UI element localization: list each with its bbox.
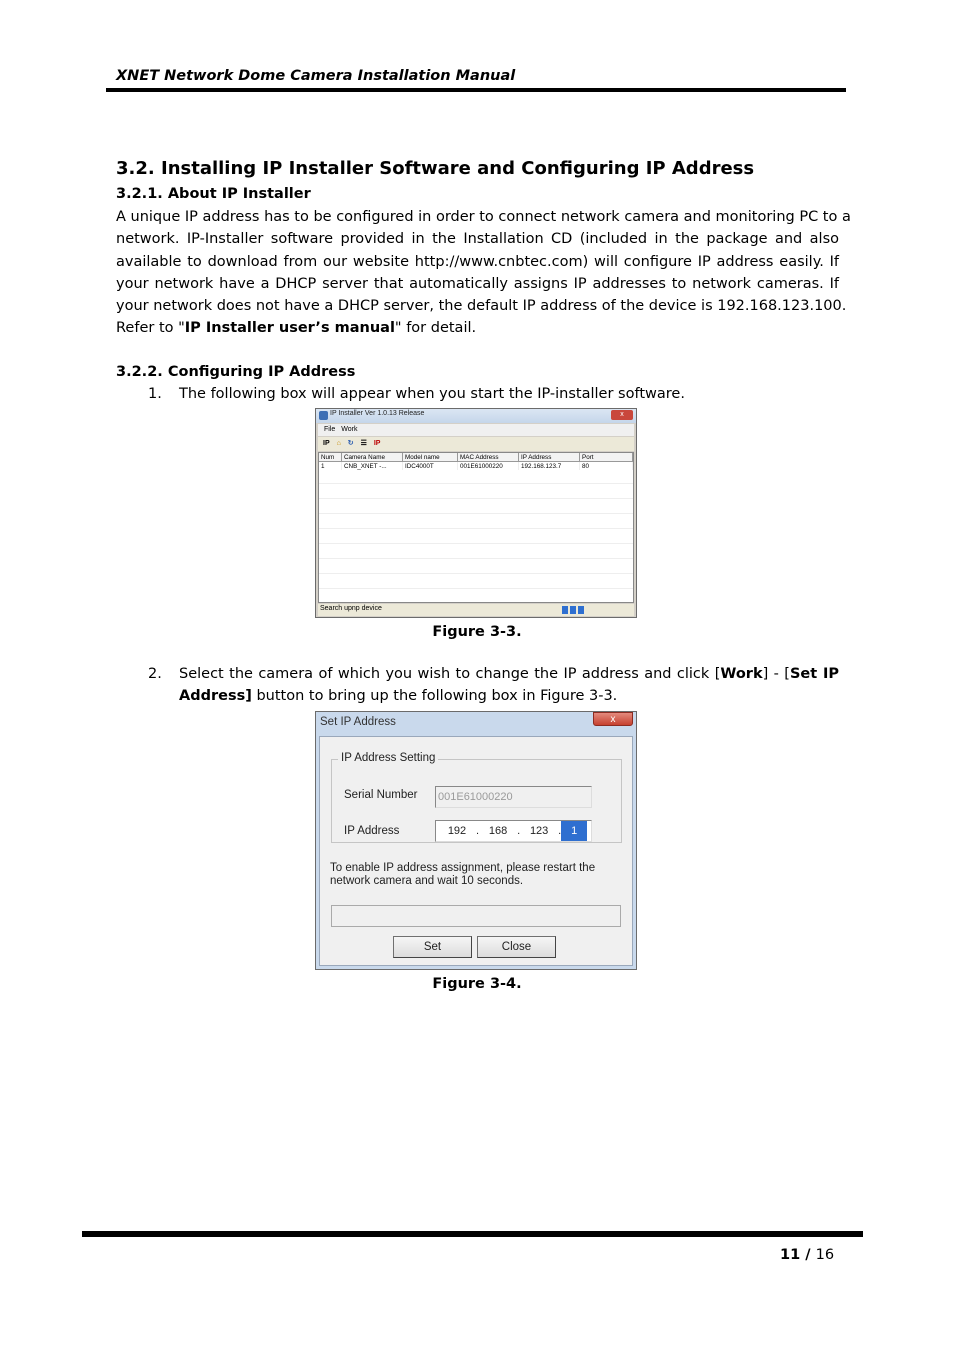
title-bar — [316, 409, 636, 423]
step-2-line-1 — [179, 666, 839, 682]
grid-line — [319, 528, 633, 529]
column-header[interactable]: Port — [580, 453, 633, 462]
serial-number-field: 001E61000220 — [435, 786, 592, 808]
paragraph-line: available to download from our website http://www.cnbtec.com) will configure IP address easily. If — [116, 253, 839, 270]
status-field — [331, 905, 621, 927]
home-icon[interactable]: ⌂ — [336, 440, 341, 447]
step-2-text: Select the camera of which you wish to change the IP address and click [ — [179, 666, 721, 682]
app-icon — [319, 411, 328, 420]
ip-address-label: IP Address — [344, 825, 400, 837]
column-header[interactable]: Camera Name — [342, 453, 403, 462]
camera-list[interactable] — [318, 452, 634, 603]
dialog-title: Set IP Address — [320, 716, 396, 728]
paragraph-line: network. IP-Installer software provided in the Installation CD (included in the package and also — [116, 231, 839, 248]
refer-pre: Refer to " — [116, 320, 185, 337]
cell-ip: 192.168.123.7 — [519, 462, 580, 471]
manual-reference: IP Installer user’s manual — [184, 320, 395, 337]
group-label: IP Address Setting — [338, 752, 438, 764]
set-ip-ref: Address] — [179, 688, 252, 704]
menu-work[interactable]: Work — [341, 426, 358, 433]
ip-dot: . — [476, 825, 480, 837]
restart-note: To enable IP address assignment, please restart the network camera and wait 10 seconds. — [330, 862, 596, 887]
refer-post: " for detail. — [394, 320, 477, 337]
title-bar — [316, 712, 636, 734]
page-number — [780, 1247, 834, 1263]
ip-address-field[interactable] — [435, 820, 592, 842]
ip-dot: . — [558, 825, 562, 837]
close-button[interactable]: x — [593, 712, 633, 726]
ip-octet[interactable]: 192 — [447, 825, 467, 837]
progress-indicator — [562, 606, 584, 614]
column-header[interactable]: MAC Address — [458, 453, 519, 462]
close-button[interactable]: x — [611, 410, 633, 420]
paragraph-line: your network have a DHCP server that automatically assigns IP addresses to network cameras. If — [116, 275, 839, 292]
ip-dot: . — [517, 825, 521, 837]
set-ip-ref: Set IP — [789, 666, 840, 682]
status-text: Search upnp device — [320, 605, 382, 612]
paragraph-line: A unique IP address has to be configured in order to connect network camera and monitoring PC to a — [116, 209, 851, 225]
grid-line — [319, 513, 633, 514]
grid-line — [319, 483, 633, 484]
column-header[interactable]: Model name — [403, 453, 458, 462]
step-1-text: The following box will appear when you start the IP-installer software. — [179, 386, 685, 402]
grid-line — [319, 543, 633, 544]
cell-mac: 001E61000220 — [458, 462, 519, 471]
set-button[interactable]: Set — [393, 936, 472, 958]
work-menu-ref: Work — [720, 666, 763, 682]
ip-octet[interactable]: 168 — [488, 825, 508, 837]
grid-line — [319, 573, 633, 574]
toolbar — [318, 437, 634, 451]
step-1-number: 1. — [148, 386, 162, 402]
camera-table — [319, 453, 633, 470]
step-2-number: 2. — [148, 666, 162, 682]
page-separator: / — [800, 1247, 816, 1263]
cell-num: 1 — [319, 462, 342, 471]
step-2-text: button to bring up the following box in Figure 3-3. — [251, 688, 618, 704]
column-header[interactable]: IP Address — [519, 453, 580, 462]
list-icon[interactable]: ☰ — [360, 440, 367, 447]
ip-search-button[interactable]: IP — [323, 440, 330, 447]
step-2-text: ] - [ — [762, 666, 790, 682]
grid-line — [319, 498, 633, 499]
grid-line — [319, 558, 633, 559]
section-title: 3.2. Installing IP Installer Software and Configuring IP Address — [116, 158, 755, 179]
subsection-title-about: 3.2.1. About IP Installer — [116, 186, 311, 202]
header-rule — [106, 88, 846, 92]
close-dialog-button[interactable]: Close — [477, 936, 556, 958]
menu-file[interactable]: File — [324, 426, 336, 433]
page-current: 11 — [780, 1247, 801, 1263]
grid-line — [319, 588, 633, 589]
set-ip-button[interactable]: IP — [373, 440, 381, 447]
ip-octet[interactable]: 123 — [529, 825, 549, 837]
ip-installer-window — [315, 408, 637, 618]
table-row[interactable] — [319, 462, 633, 471]
cell-camera-name: CNB_XNET -... — [342, 462, 403, 471]
menu-bar — [318, 424, 634, 436]
column-header[interactable]: Num — [319, 453, 342, 462]
cell-port: 80 — [580, 462, 633, 471]
cell-model: IDC4000T — [403, 462, 458, 471]
paragraph-line — [116, 317, 839, 339]
header-title: XNET Network Dome Camera Installation Manual — [116, 68, 516, 84]
figure-caption-3-4: Figure 3-4. — [432, 976, 522, 992]
status-bar — [318, 604, 634, 616]
refresh-icon[interactable]: ↻ — [347, 440, 354, 447]
footer-rule — [82, 1231, 863, 1237]
dialog-body — [319, 736, 633, 966]
paragraph-line: your network does not have a DHCP server, the default IP address of the device is 192.168.123.100. — [116, 298, 847, 315]
about-paragraph — [116, 206, 851, 340]
serial-number-label: Serial Number — [344, 789, 418, 801]
step-2-line-2 — [179, 688, 617, 704]
page-total: 16 — [815, 1247, 835, 1263]
window-title: IP Installer Ver 1.0.13 Release — [330, 410, 425, 417]
subsection-title-configuring: 3.2.2. Configuring IP Address — [116, 364, 356, 380]
figure-caption-3-3: Figure 3-3. — [432, 624, 522, 640]
ip-octet[interactable]: 1 — [561, 821, 587, 841]
set-ip-dialog — [315, 711, 637, 970]
